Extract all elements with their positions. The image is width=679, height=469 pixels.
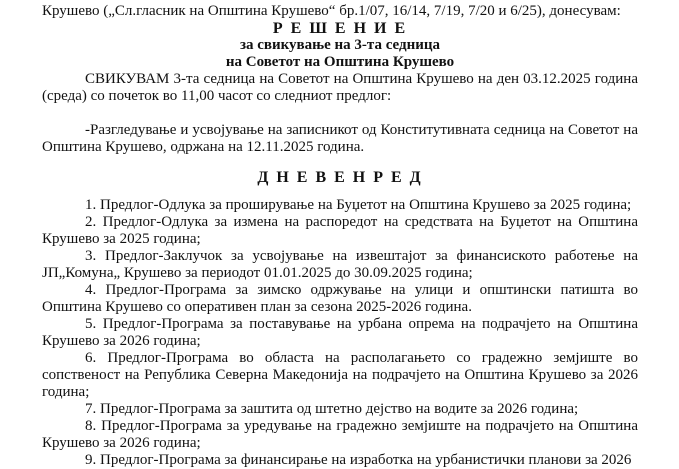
document-subtitle-line1: за свикување на 3-та седница bbox=[239, 37, 441, 53]
agenda-item-7: 7. Предлог-Програма за заштита од штетно дејство на водите за 2026 година; bbox=[85, 401, 579, 417]
agenda-item-4: 4. Предлог-Програма за зимско одржување на улици и општински патишта во Општина Крушево со оперативен план за сезона 2025-2026 година. bbox=[42, 282, 638, 315]
convene-paragraph: СВИКУВАМ 3-та седница на Советот на Општина Крушево на ден 03.12.2025 година (среда) со почеток во 11,00 часот со следниот предлог: bbox=[42, 71, 638, 104]
agenda-item-1: 1. Предлог-Одлука за проширување на Буџетот на Општина Крушево за 2025 година; bbox=[85, 197, 632, 213]
agenda-item-3: 3. Предлог-Заклучок за усвојување на извештајот за финансиското работење на ЈП„Комуна„ Крушево за периодот 01.01.2025 до 30.09.2025 година; bbox=[42, 248, 638, 281]
document-title: Р Е Ш Е Н И Е bbox=[272, 20, 408, 37]
agenda-item-6: 6. Предлог-Програма во областа на располагањето со градежно земјиште во сопственост на Република Северна Македонија на подрачјето на Општина Крушево за 2026 година; bbox=[42, 350, 638, 400]
agenda-item-8: 8. Предлог-Програма за уредување на градежно земјиште на подрачјето на Општина Крушево за 2026 година; bbox=[42, 418, 638, 451]
intro-line: Крушево („Сл.гласник на Општина Крушево“ бр.1/07, 16/14, 7/19, 7/20 и 6/25), донесувам: bbox=[42, 3, 621, 19]
agenda-item-2: 2. Предлог-Одлука за измена на распоредот на средствата на Буџетот на Општина Крушево за 2025 година; bbox=[42, 214, 638, 247]
agenda-item-5: 5. Предлог-Програма за поставување на урбана опрема на подрачјето на Општина Крушево за 2026 година; bbox=[42, 316, 638, 349]
agenda-heading: Д Н Е В Е Н Р Е Д bbox=[257, 169, 423, 186]
agenda-item-9: 9. Предлог-Програма за финансирање на изработка на урбанистички планови за 2026 bbox=[85, 452, 632, 468]
document-subtitle-line2: на Советот на Општина Крушево bbox=[225, 54, 455, 70]
review-paragraph: -Разгледување и усвојување на записникот од Конститутивната седница на Советот на Општина Крушево, одржана на 12.11.2025 година. bbox=[42, 122, 638, 155]
